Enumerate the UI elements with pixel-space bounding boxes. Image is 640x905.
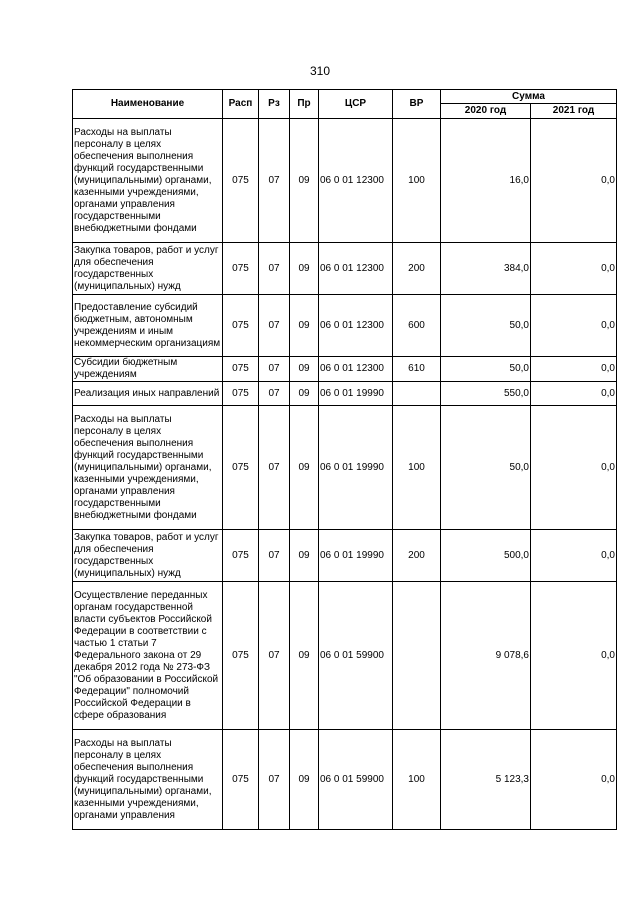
cell-rasp: 075 — [223, 582, 259, 730]
cell-2021: 0,0 — [531, 119, 617, 243]
cell-rz: 07 — [259, 357, 290, 382]
cell-rasp: 075 — [223, 382, 259, 406]
cell-pr: 09 — [290, 730, 319, 830]
cell-csr: 06 0 01 12300 — [319, 295, 393, 357]
cell-name: Предоставление субсидий бюджетным, автономным учреждениям и иным некоммерческим организациям — [73, 295, 223, 357]
cell-pr: 09 — [290, 530, 319, 582]
table-row — [73, 530, 617, 582]
cell-2020: 50,0 — [441, 295, 531, 357]
cell-csr: 06 0 01 59900 — [319, 582, 393, 730]
cell-2020: 9 078,6 — [441, 582, 531, 730]
budget-table — [72, 89, 617, 830]
cell-rasp: 075 — [223, 119, 259, 243]
cell-name: Расходы на выплаты персоналу в целях обеспечения выполнения функций государственными (муниципальными) органами, казенными учреждениями, органами управления государственными внебюджетными фондами — [73, 119, 223, 243]
cell-csr: 06 0 01 12300 — [319, 119, 393, 243]
cell-rasp: 075 — [223, 357, 259, 382]
cell-2021: 0,0 — [531, 295, 617, 357]
cell-pr: 09 — [290, 243, 319, 295]
cell-name: Закупка товаров, работ и услуг для обеспечения государственных (муниципальных) нужд — [73, 243, 223, 295]
table-row — [73, 119, 617, 243]
table-row — [73, 406, 617, 530]
cell-2020: 550,0 — [441, 382, 531, 406]
cell-2020: 50,0 — [441, 406, 531, 530]
cell-rz: 07 — [259, 530, 290, 582]
page-number: 310 — [309, 64, 331, 78]
cell-csr: 06 0 01 19990 — [319, 406, 393, 530]
cell-pr: 09 — [290, 406, 319, 530]
cell-2020: 384,0 — [441, 243, 531, 295]
cell-rasp: 075 — [223, 530, 259, 582]
cell-2021: 0,0 — [531, 530, 617, 582]
cell-2021: 0,0 — [531, 243, 617, 295]
cell-name: Субсидии бюджетным учреждениям — [73, 357, 223, 382]
cell-vr: 200 — [393, 243, 441, 295]
cell-rz: 07 — [259, 295, 290, 357]
table-row — [73, 295, 617, 357]
cell-pr: 09 — [290, 119, 319, 243]
cell-name: Расходы на выплаты персоналу в целях обеспечения выполнения функций государственными (муниципальными) органами, казенными учреждениями, органами управления — [73, 730, 223, 830]
cell-pr: 09 — [290, 357, 319, 382]
cell-name: Расходы на выплаты персоналу в целях обеспечения выполнения функций государственными (муниципальными) органами, казенными учреждениями, органами управления государственными внебюджетными фондами — [73, 406, 223, 530]
cell-2020: 5 123,3 — [441, 730, 531, 830]
header-2021: 2021 год — [531, 104, 617, 119]
cell-rasp: 075 — [223, 243, 259, 295]
cell-vr: 600 — [393, 295, 441, 357]
cell-csr: 06 0 01 12300 — [319, 243, 393, 295]
cell-name: Осуществление переданных органам государственной власти субъектов Российской Федерации в соответствии с частью 1 статьи 7 Федерального закона от 29 декабря 2012 года № 273-ФЗ "Об образовании в Российской Федерации" полномочий Российской Федерации в сфере образования — [73, 582, 223, 730]
cell-pr: 09 — [290, 382, 319, 406]
cell-2020: 500,0 — [441, 530, 531, 582]
cell-name: Реализация иных направлений — [73, 382, 223, 406]
table-row — [73, 243, 617, 295]
cell-vr: 100 — [393, 406, 441, 530]
cell-rz: 07 — [259, 382, 290, 406]
header-rz: Рз — [259, 90, 290, 119]
cell-2020: 16,0 — [441, 119, 531, 243]
cell-vr: 100 — [393, 730, 441, 830]
cell-rz: 07 — [259, 119, 290, 243]
cell-2021: 0,0 — [531, 730, 617, 830]
cell-pr: 09 — [290, 295, 319, 357]
header-vr: ВР — [393, 90, 441, 119]
header-name: Наименование — [73, 90, 223, 119]
cell-csr: 06 0 01 19990 — [319, 530, 393, 582]
cell-rz: 07 — [259, 243, 290, 295]
cell-csr: 06 0 01 12300 — [319, 357, 393, 382]
cell-csr: 06 0 01 19990 — [319, 382, 393, 406]
cell-vr: 100 — [393, 119, 441, 243]
cell-2021: 0,0 — [531, 582, 617, 730]
cell-2020: 50,0 — [441, 357, 531, 382]
cell-rz: 07 — [259, 730, 290, 830]
header-csr: ЦСР — [319, 90, 393, 119]
table-row — [73, 582, 617, 730]
cell-2021: 0,0 — [531, 382, 617, 406]
cell-name: Закупка товаров, работ и услуг для обеспечения государственных (муниципальных) нужд — [73, 530, 223, 582]
cell-rz: 07 — [259, 582, 290, 730]
header-rasp: Расп — [223, 90, 259, 119]
header-pr: Пр — [290, 90, 319, 119]
cell-rasp: 075 — [223, 730, 259, 830]
header-sum: Сумма — [441, 90, 617, 104]
cell-2021: 0,0 — [531, 406, 617, 530]
table-row — [73, 357, 617, 382]
cell-vr: 610 — [393, 357, 441, 382]
cell-pr: 09 — [290, 582, 319, 730]
table-row — [73, 382, 617, 406]
cell-rasp: 075 — [223, 406, 259, 530]
cell-rz: 07 — [259, 406, 290, 530]
cell-csr: 06 0 01 59900 — [319, 730, 393, 830]
header-2020: 2020 год — [441, 104, 531, 119]
cell-rasp: 075 — [223, 295, 259, 357]
cell-vr — [393, 582, 441, 730]
cell-2021: 0,0 — [531, 357, 617, 382]
table-row — [73, 730, 617, 830]
cell-vr: 200 — [393, 530, 441, 582]
cell-vr — [393, 382, 441, 406]
